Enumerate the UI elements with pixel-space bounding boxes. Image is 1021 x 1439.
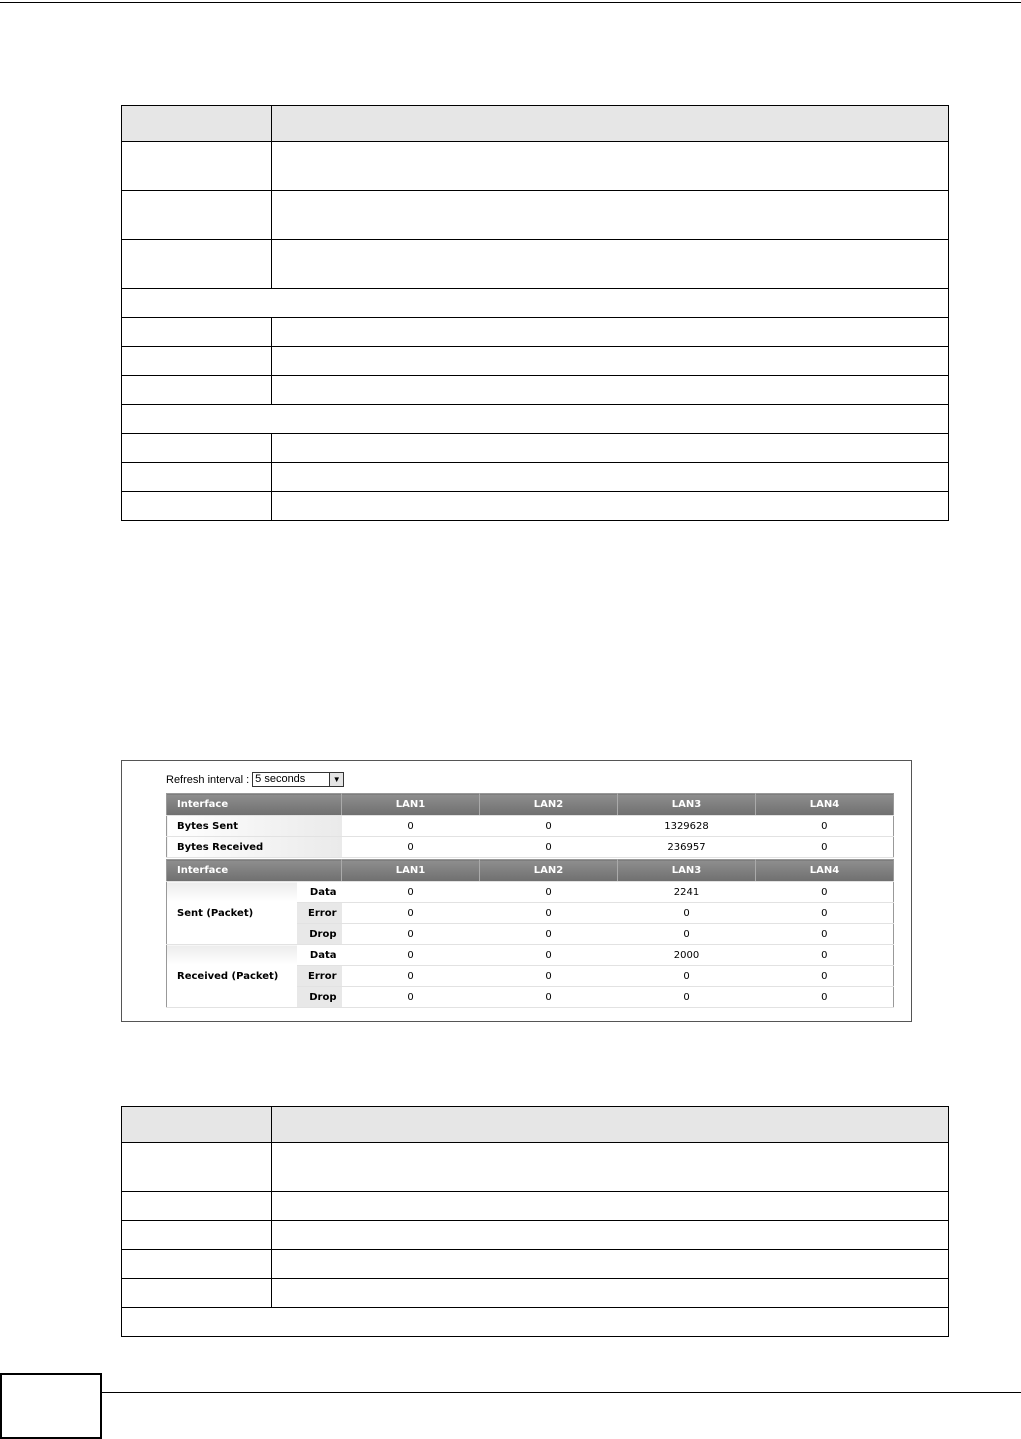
page-number-box	[0, 1373, 102, 1439]
bytes-table	[166, 793, 894, 858]
bytes-received-label: Bytes Received	[167, 837, 342, 858]
refresh-interval-value: 5 seconds	[255, 773, 306, 785]
bytes-sent-label: Bytes Sent	[167, 816, 342, 837]
header-lan2: LAN2	[480, 794, 618, 816]
sub-label-error: Error	[297, 966, 342, 987]
sub-label-data: Data	[297, 945, 342, 966]
cell: 0	[342, 837, 480, 858]
table-row	[122, 142, 949, 191]
refresh-interval-select[interactable]	[252, 772, 344, 787]
table-row	[122, 463, 949, 492]
header-lan1: LAN1	[342, 794, 480, 816]
table-header-row	[122, 1107, 949, 1143]
cell: 0	[756, 816, 894, 837]
cell: 2241	[618, 882, 756, 903]
cell: 0	[618, 987, 756, 1008]
header-lan4: LAN4	[756, 860, 894, 882]
sub-label-drop: Drop	[297, 987, 342, 1008]
table-row	[122, 1279, 949, 1308]
table-header-row	[122, 106, 949, 142]
table-section-row	[122, 405, 949, 434]
header-lan1: LAN1	[342, 860, 480, 882]
header-lan3: LAN3	[618, 860, 756, 882]
cell: 0	[480, 987, 618, 1008]
packet-table-header	[167, 860, 894, 882]
received-packet-label: Received (Packet)	[167, 945, 297, 1008]
cell: 0	[618, 924, 756, 945]
table-section-row	[122, 289, 949, 318]
cell: 0	[480, 903, 618, 924]
table-row	[122, 434, 949, 463]
chevron-down-icon[interactable]: ▼	[329, 773, 343, 786]
cell: 0	[342, 966, 480, 987]
header-lan3: LAN3	[618, 794, 756, 816]
lan-statistics-screenshot	[121, 760, 912, 1022]
sub-label-drop: Drop	[297, 924, 342, 945]
sub-label-data: Data	[297, 882, 342, 903]
cell: 0	[342, 945, 480, 966]
table-row	[122, 376, 949, 405]
cell: 0	[756, 924, 894, 945]
cell: 0	[480, 924, 618, 945]
table-row	[122, 1250, 949, 1279]
footer-rule	[100, 1392, 1021, 1393]
header-lan4: LAN4	[756, 794, 894, 816]
table-row	[167, 945, 894, 966]
table-row	[167, 837, 894, 858]
cell: 236957	[618, 837, 756, 858]
label-description-table-1	[121, 105, 949, 521]
header-interface: Interface	[167, 860, 342, 882]
table-row	[122, 347, 949, 376]
table-row	[122, 318, 949, 347]
bytes-table-header	[167, 794, 894, 816]
cell: 0	[756, 987, 894, 1008]
sent-packet-label: Sent (Packet)	[167, 882, 297, 945]
cell: 0	[756, 945, 894, 966]
table-row	[122, 1192, 949, 1221]
table-row	[122, 191, 949, 240]
cell: 0	[342, 882, 480, 903]
cell: 0	[342, 816, 480, 837]
header-lan2: LAN2	[480, 860, 618, 882]
refresh-interval-control	[166, 772, 344, 787]
cell: 0	[480, 882, 618, 903]
cell: 0	[480, 837, 618, 858]
packet-table	[166, 859, 894, 1008]
cell: 0	[756, 966, 894, 987]
cell: 0	[756, 837, 894, 858]
cell: 0	[480, 945, 618, 966]
table-row	[122, 240, 949, 289]
label-description-table-2	[121, 1106, 949, 1337]
cell: 0	[756, 882, 894, 903]
cell: 0	[342, 987, 480, 1008]
sub-label-error: Error	[297, 903, 342, 924]
cell: 0	[618, 966, 756, 987]
cell: 0	[618, 903, 756, 924]
table-section-row	[122, 1308, 949, 1337]
table-row	[122, 1221, 949, 1250]
table-row	[167, 816, 894, 837]
refresh-interval-label: Refresh interval :	[166, 773, 250, 786]
cell: 0	[756, 903, 894, 924]
cell: 0	[480, 816, 618, 837]
table-row	[122, 492, 949, 521]
table-row	[122, 1143, 949, 1192]
header-rule	[0, 2, 1021, 3]
cell: 2000	[618, 945, 756, 966]
header-interface: Interface	[167, 794, 342, 816]
table-row	[167, 882, 894, 903]
cell: 1329628	[618, 816, 756, 837]
cell: 0	[342, 903, 480, 924]
cell: 0	[480, 966, 618, 987]
cell: 0	[342, 924, 480, 945]
